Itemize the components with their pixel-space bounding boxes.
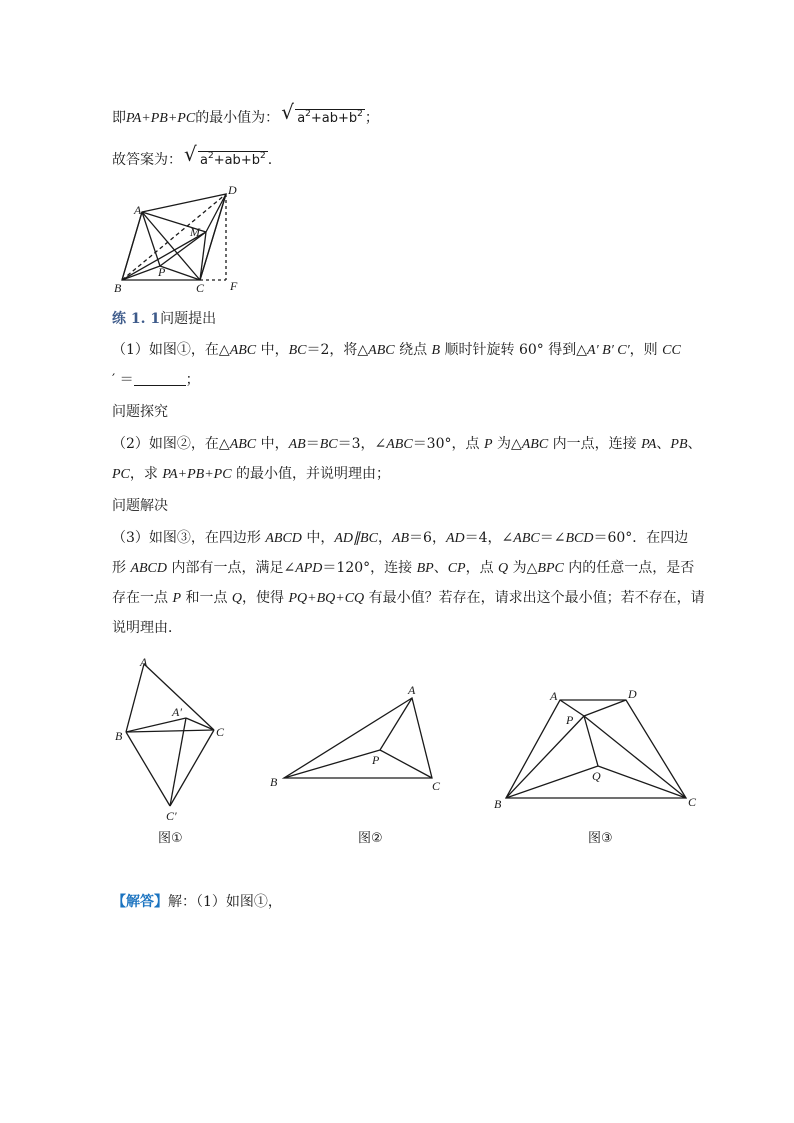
var: B [431, 343, 441, 358]
figure-2-caption: 图② [358, 831, 383, 846]
text: 存在一点 [112, 590, 173, 606]
text: 中， [256, 342, 289, 358]
text: ＝30°，点 [412, 436, 484, 452]
label-c-prime: C′ [166, 809, 177, 823]
practice-heading [112, 309, 216, 329]
question-3-line-1 [112, 528, 688, 549]
var: A′ B′ C′ [587, 343, 630, 358]
min-value-line [112, 100, 379, 129]
question-1-line-1 [112, 340, 681, 361]
var: CP [447, 561, 466, 576]
label-a: A [134, 203, 142, 217]
solution-line [112, 892, 282, 912]
label-q: Q [592, 769, 601, 783]
seg-a1c [186, 718, 214, 730]
seg-bp [122, 266, 160, 280]
seg-bc [126, 730, 214, 732]
text: 为△ [508, 560, 538, 576]
var: AD∥BC [334, 531, 378, 546]
text: ； [185, 372, 200, 388]
exponent: 2 [305, 109, 311, 119]
var: AB [288, 437, 306, 452]
exponent: 2 [259, 151, 266, 161]
text: ＝6， [409, 530, 446, 546]
heading-explore: 问题探究 [112, 404, 168, 420]
figure-3 [488, 682, 708, 852]
radicand [198, 151, 268, 168]
var: Q [231, 591, 243, 606]
text: ， [377, 530, 392, 546]
seg-mc [200, 232, 206, 280]
radical-sign: √ [184, 142, 197, 166]
label-c: C [432, 779, 441, 793]
question-2-line-1 [112, 434, 702, 455]
seg-qc [598, 766, 686, 798]
text: ＝60°．在四边 [593, 530, 689, 546]
text: ，点 [465, 560, 499, 576]
var: BPC [537, 561, 564, 576]
text: 形 [112, 560, 131, 576]
practice-number: 练 1. 1 [112, 311, 161, 327]
label-p: P [566, 713, 574, 727]
var: P [172, 591, 182, 606]
seg-pc [380, 750, 432, 778]
var: ABC [229, 343, 257, 358]
label-c: C [216, 725, 225, 739]
var: PA [641, 437, 657, 452]
figure-1 [110, 652, 240, 852]
radicand-mid: +ab+b [213, 153, 260, 168]
answer-line [112, 142, 273, 171]
var: PB [670, 437, 688, 452]
radical-sign: √ [281, 100, 294, 124]
question-3-line-3 [112, 588, 705, 609]
seg-cd [200, 194, 226, 280]
var: AD [445, 531, 465, 546]
sqrt-expression [184, 142, 268, 171]
text: ，求 [129, 466, 163, 482]
var: PA+PB+PC [162, 467, 232, 482]
question-1-line-2 [112, 370, 200, 390]
seg-pc [584, 716, 686, 798]
solution-tag: 【解答】 [112, 894, 168, 910]
label-d: D [228, 183, 237, 197]
label-b: B [114, 281, 122, 295]
top-figure [108, 180, 248, 296]
label-a-prime: A′ [172, 705, 182, 719]
section-heading: 问题提出 [160, 311, 217, 327]
var: BP [416, 561, 434, 576]
label-p: P [372, 753, 380, 767]
text: 、 [656, 436, 671, 452]
text: 顺时针旋转 60° 得到△ [440, 342, 588, 358]
seg-bp [284, 750, 380, 778]
var: ABC [513, 531, 540, 546]
text-prefix: 即 [112, 110, 126, 126]
text: ′ ＝ [112, 372, 134, 388]
seg-ap [380, 698, 412, 750]
var: Q [498, 561, 509, 576]
radicand [295, 109, 365, 126]
text: 中， [301, 530, 335, 546]
text: ＝2，将△ [306, 342, 369, 358]
var: AB [391, 531, 410, 546]
solution-text: 解：（1）如图①， [168, 894, 282, 910]
var: P [483, 437, 493, 452]
figure-3-caption: 图③ [588, 831, 613, 846]
question-3-line-2 [112, 558, 694, 579]
label-a: A [408, 683, 416, 697]
label-a: A [140, 655, 148, 669]
sqrt-expression [281, 100, 365, 129]
quad-abcd [506, 700, 686, 798]
seg-ab [126, 664, 144, 732]
text: 和一点 [181, 590, 232, 606]
label-m: M [190, 225, 200, 239]
answer-end: . [267, 152, 273, 168]
text-mid: 的最小值为： [195, 110, 280, 126]
expr-sum: PA+PB+PC [126, 111, 196, 126]
text: 为△ [492, 436, 522, 452]
var: ABCD [130, 561, 168, 576]
radicand-a: a [200, 153, 208, 168]
var: ABC [368, 343, 395, 358]
seg-bq [506, 766, 598, 798]
label-f: F [230, 279, 238, 293]
var: BC [288, 343, 307, 358]
var: ABC [386, 437, 413, 452]
var: ABC [229, 437, 257, 452]
text: ＝ [305, 436, 320, 452]
exponent: 2 [357, 109, 363, 119]
text: ＝120°，连接 [322, 560, 417, 576]
text: （3）如图③，在四边形 [112, 530, 266, 546]
question-3-line-4: 说明理由． [112, 620, 182, 636]
text: ，则 [629, 342, 663, 358]
var: BCD [565, 531, 594, 546]
text: ＝4，∠ [464, 530, 514, 546]
var: PQ+BQ+CQ [288, 591, 365, 606]
exponent: 2 [207, 151, 214, 161]
seg-pq [584, 716, 598, 766]
text: ，使得 [242, 590, 289, 606]
label-b: B [494, 797, 502, 811]
var: ABC [521, 437, 549, 452]
text: 、 [687, 436, 702, 452]
label-a: A [550, 689, 558, 703]
label-p: P [158, 265, 166, 279]
text: ＝∠ [539, 530, 566, 546]
seg-ap [142, 212, 160, 266]
text: 内部有一点，满足∠ [167, 560, 296, 576]
label-b: B [270, 775, 278, 789]
text: 绕点 [394, 342, 432, 358]
figure-1-caption: 图① [158, 831, 183, 846]
text: 内一点，连接 [548, 436, 642, 452]
seg-pd [584, 700, 626, 716]
text: 的最小值，并说明理由； [231, 466, 390, 482]
var: PC [112, 467, 130, 482]
text-end: ； [364, 110, 379, 126]
answer-blank[interactable] [134, 371, 186, 386]
figure-2 [264, 680, 454, 850]
label-c: C [196, 281, 205, 295]
text: （2）如图②，在△ [112, 436, 230, 452]
radicand-a: a [297, 111, 306, 126]
text: 内的任意一点，是否 [563, 560, 695, 576]
var: BC [319, 437, 338, 452]
text: 中， [256, 436, 289, 452]
label-c: C [688, 795, 697, 809]
label-b: B [115, 729, 123, 743]
var: CC [662, 343, 681, 358]
text: 、 [433, 560, 448, 576]
seg-bc1 [126, 732, 170, 806]
text: 有最小值？若存在，请求出这个最小值；若不存在，请 [364, 590, 705, 606]
var: APD [295, 561, 323, 576]
question-2-line-2 [112, 464, 390, 485]
label-d: D [628, 687, 637, 701]
answer-prefix: 故答案为： [112, 152, 182, 168]
radicand-mid: +ab+b [310, 111, 358, 126]
text: ＝3，∠ [337, 436, 387, 452]
seg-ba1 [126, 718, 186, 732]
var: ABCD [265, 531, 302, 546]
heading-solve: 问题解决 [112, 498, 168, 514]
text: （1）如图①，在△ [112, 342, 230, 358]
